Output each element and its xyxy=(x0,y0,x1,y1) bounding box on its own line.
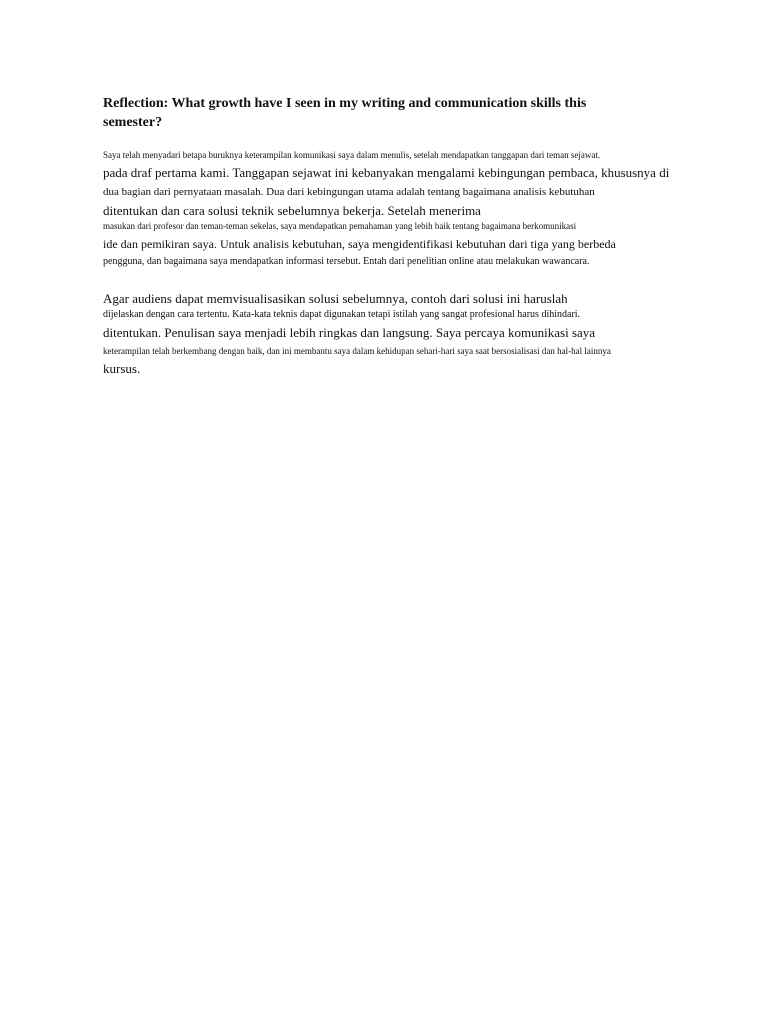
body-line: kursus. xyxy=(103,361,141,376)
body-line: ditentukan dan cara solusi teknik sebelumnya bekerja. Setelah menerima xyxy=(103,203,481,218)
body-line: ditentukan. Penulisan saya menjadi lebih ringkas dan langsung. Saya percaya komunikasi saya xyxy=(103,325,596,340)
body-line: Agar audiens dapat memvisualisasikan solusi sebelumnya, contoh dari solusi ini haruslah xyxy=(103,291,568,306)
body-line: masukan dari profesor dan teman-teman sekelas, saya mendapatkan pemahaman yang lebih baik tentang bagaimana berkomunikasi xyxy=(103,221,577,231)
body-line: ide dan pemikiran saya. Untuk analisis kebutuhan, saya mengidentifikasi kebutuhan dari tiga yang berbeda xyxy=(103,237,616,251)
body-line: keterampilan telah berkembang dengan baik, dan ini membantu saya dalam kehidupan sehari-hari saya saat bersosialisasi dan hal-hal lainnya xyxy=(103,346,611,356)
body-line: dua bagian dari pernyataan masalah. Dua dari kebingungan utama adalah tentang bagaimana analisis kebutuhan xyxy=(103,186,595,198)
body-line: dijelaskan dengan cara tertentu. Kata-kata teknis dapat digunakan tetapi istilah yang sangat profesional harus dihindari. xyxy=(103,309,581,320)
document-title: Reflection: What growth have I seen in my writing and communication skills this semester? xyxy=(103,96,587,130)
body-line: Saya telah menyadari betapa buruknya keterampilan komunikasi saya dalam menulis, setelah mendapatkan tanggapan dari teman sejawat. xyxy=(103,150,601,160)
body-line: pada draf pertama kami. Tanggapan sejawat ini kebanyakan mengalami kebingungan pembaca, khususnya di xyxy=(103,165,670,180)
body-line: pengguna, dan bagaimana saya mendapatkan informasi tersebut. Entah dari penelitian online atau melakukan wawancara. xyxy=(103,256,590,267)
